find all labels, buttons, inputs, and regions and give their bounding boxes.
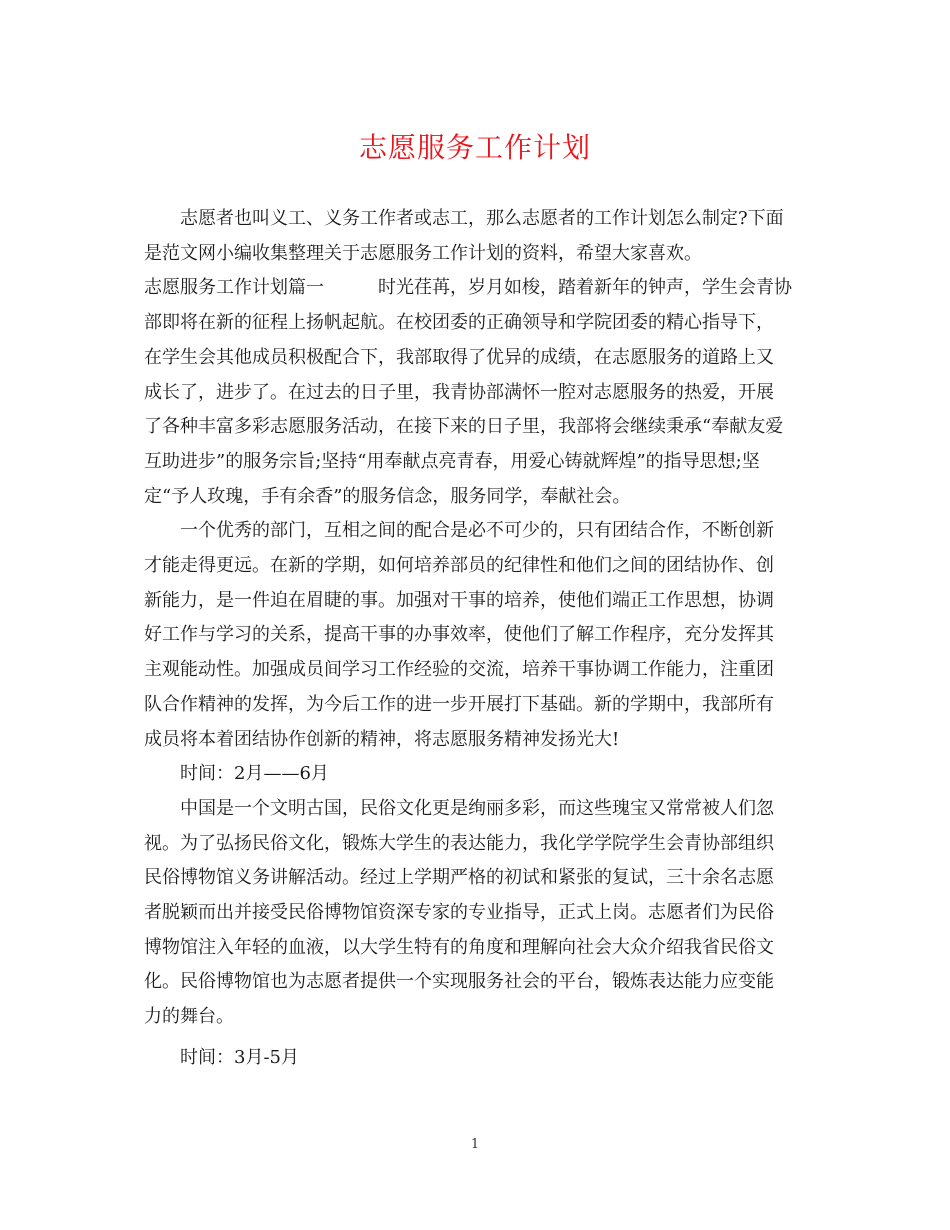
- time-line-2: 时间：3月-5月: [180, 1046, 299, 1068]
- para2-line: 主观能动性。加强成员间学习工作经验的交流，培养干事协调工作能力，注重团: [144, 659, 774, 681]
- para2-line: 一个优秀的部门，互相之间的配合是必不可少的，只有团结合作，不断创新: [180, 520, 774, 542]
- document-body: [144, 202, 814, 1076]
- section1-first-line: [144, 271, 814, 306]
- para2-line: 好工作与学习的关系，提高干事的办事效率，使他们了解工作程序，充分发挥其: [144, 624, 774, 646]
- para3-line: 化。民俗博物馆也为志愿者提供一个实现服务社会的平台，锻炼表达能力应变能: [144, 971, 774, 993]
- para3-line: 中国是一个文明古国，民俗文化更是绚丽多彩，而这些瑰宝又常常被人们忽: [180, 797, 774, 819]
- section1-heading: 志愿服务工作计划篇一: [144, 277, 324, 299]
- para3-line: 民俗博物馆义务讲解活动。经过上学期严格的初试和紧张的复试，三十余名志愿: [144, 867, 774, 889]
- section1-first-line-text: 时光荏苒，岁月如梭，踏着新年的钟声，学生会青协: [378, 277, 792, 299]
- para3-line: 力的舞台。: [144, 1006, 234, 1028]
- para2-line: 队合作精神的发挥，为今后工作的进一步开展打下基础。新的学期中，我部所有: [144, 693, 774, 715]
- section1-line: 部即将在新的征程上扬帆起航。在校团委的正确领导和学院团委的精心指导下，: [144, 312, 774, 334]
- para3-line: 博物馆注入年轻的血液，以大学生特有的角度和理解向社会大众介绍我省民俗文: [144, 936, 774, 958]
- intro-line-2: 是范文网小编收集整理关于志愿服务工作计划的资料，希望大家喜欢。: [144, 242, 702, 264]
- para3-line: 者脱颖而出并接受民俗博物馆资深专家的专业指导，正式上岗。志愿者们为民俗: [144, 902, 774, 924]
- time-line-1: 时间：2月——6月: [180, 763, 329, 785]
- para2-line: 成员将本着团结协作创新的精神，将志愿服务精神发扬光大!: [144, 728, 620, 750]
- section1-line: 定“予人玫瑰，手有余香”的服务信念，服务同学，奉献社会。: [144, 485, 631, 507]
- para2-line: 才能走得更远。在新的学期，如何培养部员的纪律性和他们之间的团结协作、创: [144, 555, 774, 577]
- para2-line: 新能力，是一件迫在眉睫的事。加强对干事的培养，使他们端正工作思想，协调: [144, 589, 774, 611]
- section1-line: 成长了，进步了。在过去的日子里，我青协部满怀一腔对志愿服务的热爱，开展: [144, 381, 774, 403]
- section1-line: 了各种丰富多彩志愿服务活动，在接下来的日子里，我部将会继续秉承“奉献友爱: [144, 416, 784, 438]
- intro-line-1: 志愿者也叫义工、义务工作者或志工，那么志愿者的工作计划怎么制定?下面: [180, 208, 784, 229]
- section1-line: 互助进步”的服务宗旨;坚持“用奉献点亮青春，用爱心铸就辉煌”的指导思想;坚: [144, 450, 760, 472]
- section1-line: 在学生会其他成员积极配合下，我部取得了优异的成绩，在志愿服务的道路上又: [144, 346, 774, 368]
- para3-line: 视。为了弘扬民俗文化，锻炼大学生的表达能力，我化学学院学生会青协部组织: [144, 832, 774, 854]
- document-title: 志愿服务工作计划: [358, 131, 591, 164]
- page-number: 1: [470, 1137, 480, 1152]
